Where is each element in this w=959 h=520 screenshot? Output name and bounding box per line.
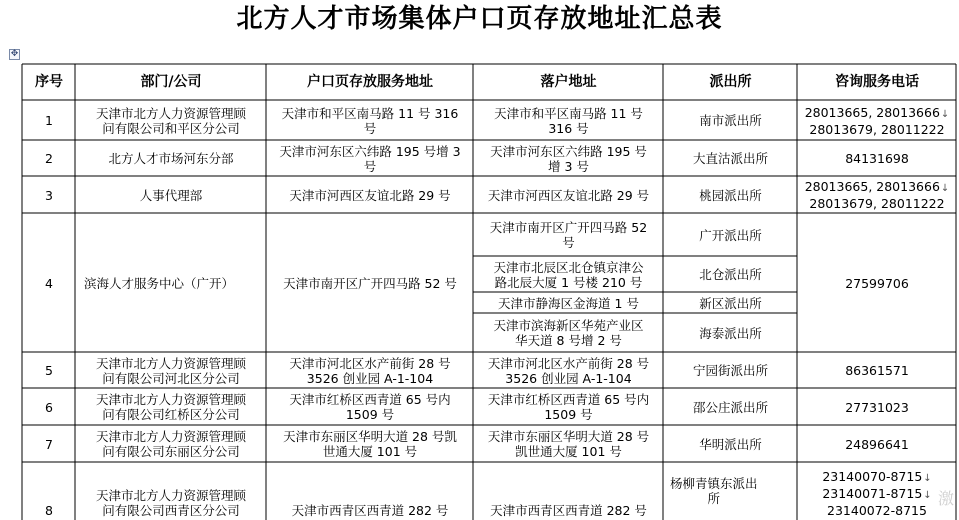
settle-address-cell-line: 天津市河西区友谊北路 29 号 [487, 187, 650, 203]
service-address-cell-line: 1509 号 [345, 407, 395, 422]
phone-cell-line: 28013665, 28013666 [804, 104, 940, 120]
department-cell [76, 101, 266, 140]
row-number-text [45, 437, 53, 452]
row-number-text [45, 188, 53, 203]
service-address-cell-text [283, 429, 457, 459]
department-cell [76, 353, 266, 388]
settle-address-cell [474, 463, 663, 518]
department-cell-line: 天津市北方人力资源管理顾 [95, 429, 246, 444]
police-station-cell [664, 214, 797, 256]
police-station-cell-text [699, 188, 762, 203]
service-address-cell-line: 3526 创业园 A-1-104 [306, 370, 434, 386]
department-cell [76, 141, 266, 176]
department-cell-text [96, 106, 246, 136]
header-cell-text [35, 75, 63, 90]
police-station-cell-text [699, 326, 762, 341]
header-cell-text [835, 75, 919, 90]
header-cell-line: 咨询服务电话 [835, 74, 919, 90]
header-cell [474, 65, 663, 100]
header-cell [664, 65, 797, 100]
service-address-cell-text [289, 188, 450, 203]
service-address-cell-line: 号 [363, 120, 377, 136]
header-cell [23, 65, 75, 100]
phone-cell-line: 23140072-8715 [827, 503, 927, 518]
phone-cell-line: 84131698 [845, 151, 909, 166]
settle-address-cell-line: 天津市静海区金海道 1 号 [498, 295, 639, 311]
header-cell [798, 65, 956, 100]
header-cell-text [710, 75, 752, 90]
row-number [23, 353, 75, 388]
service-address-cell-line: 天津市西青区西青道 282 号 [291, 503, 449, 518]
police-station-cell-text [699, 437, 762, 452]
row-number-line: 5 [45, 363, 53, 378]
row-number-text [45, 113, 53, 128]
service-address-cell-line: 天津市东丽区华明大道 28 号凯 [283, 429, 457, 444]
department-cell-line: 问有限公司河北区分公司 [102, 370, 240, 386]
department-cell-line: 人事代理部 [139, 187, 203, 203]
service-address-cell [267, 141, 473, 176]
department-cell-line: 北方人才市场河东分部 [108, 151, 234, 166]
service-address-cell [267, 177, 473, 213]
phone-cell-line: 23140071-8715 [822, 486, 923, 501]
department-cell-line: 天津市北方人力资源管理顾 [95, 488, 246, 503]
service-address-cell-line: 号 [363, 158, 377, 174]
department-cell [76, 463, 266, 518]
service-address-cell-line: 天津市河东区六纬路 195 号增 3 [279, 143, 461, 159]
department-cell-line: 滨海人才服务中心（广开） [84, 275, 235, 291]
row-number-text [45, 363, 53, 378]
settle-address-cell [474, 257, 663, 292]
department-cell-text [96, 392, 246, 422]
settle-address-cell-text [493, 260, 643, 290]
row-number-line: 7 [45, 436, 53, 452]
phone-cell-text [845, 400, 909, 415]
police-station-cell [664, 177, 797, 213]
department-cell-line: 问有限公司西青区分公司 [102, 503, 240, 518]
department-cell-text [96, 488, 246, 518]
police-station-cell [664, 293, 797, 313]
row-number-text [45, 151, 53, 166]
settle-address-cell-text [488, 429, 649, 459]
settle-address-cell-line: 增 3 号 [548, 158, 589, 174]
settle-address-cell-line: 天津市河东区六纬路 195 号 [490, 143, 647, 159]
department-cell-text [140, 188, 203, 203]
phone-cell-line: 28013679, 28011222 [809, 196, 945, 211]
police-station-cell [664, 141, 797, 176]
settle-address-cell-line: 316 号 [548, 120, 589, 136]
police-station-cell-line: 海泰派出所 [699, 325, 762, 341]
police-station-cell-text [670, 476, 758, 506]
police-station-cell-line: 广开派出所 [699, 227, 762, 243]
row-number-line: 2 [45, 151, 53, 166]
service-address-cell-line: 天津市河北区水产前街 28 号 [289, 355, 451, 371]
phone-cell-line: 23140070-8715 [822, 469, 923, 484]
settle-address-cell-line: 华天道 8 号增 2 号 [515, 333, 622, 348]
settle-address-cell-text [493, 318, 643, 348]
settle-address-cell-text [490, 144, 647, 174]
police-station-cell-text [693, 151, 768, 166]
settle-address-cell [474, 177, 663, 213]
police-station-cell-text [699, 296, 762, 311]
settle-address-cell [474, 314, 663, 352]
service-address-cell-line: 天津市红桥区西青道 65 号内 [289, 392, 451, 407]
police-station-cell-line: 南市派出所 [699, 113, 762, 128]
settle-address-cell-line: 3526 创业园 A-1-104 [505, 370, 632, 386]
service-address-cell-line: 世通大厦 101 号 [322, 444, 418, 459]
department-cell-text [96, 356, 246, 386]
phone-cell-text [845, 363, 909, 378]
settle-address-cell [474, 214, 663, 256]
settle-address-cell-line: 天津市南开区广开四马路 52 [489, 220, 648, 235]
row-number [23, 214, 75, 352]
police-station-cell-line: 大直沽派出所 [692, 151, 768, 166]
phone-cell [798, 353, 956, 388]
phone-cell-line: 27731023 [845, 399, 909, 415]
row-number [23, 389, 75, 425]
settle-address-cell-text [498, 296, 639, 311]
phone-cell-line: 28013665, 28013666 [804, 179, 940, 194]
service-address-cell-text [289, 392, 450, 422]
police-station-cell [664, 353, 797, 388]
police-station-cell-text [699, 113, 762, 128]
police-station-cell-line: 宁园街派出所 [692, 363, 768, 378]
department-cell [76, 214, 266, 352]
header-cell-line: 序号 [35, 74, 63, 90]
police-station-cell-text [693, 363, 768, 378]
service-address-cell-line: 天津市河西区友谊北路 29 号 [289, 187, 451, 203]
phone-cell [798, 141, 956, 176]
row-number-line: 6 [45, 399, 53, 415]
phone-cell [798, 177, 956, 213]
phone-cell-line: 24896641 [845, 436, 909, 452]
settle-address-cell-line: 天津市和平区南马路 11 号 [494, 105, 643, 121]
service-address-cell [267, 463, 473, 518]
police-station-cell [664, 101, 797, 140]
department-cell [76, 426, 266, 462]
row-number-line: 1 [45, 113, 53, 128]
phone-cell [798, 389, 956, 425]
phone-cell-text [845, 151, 909, 166]
service-address-cell [267, 426, 473, 462]
line-break-mark: ↓ [940, 108, 950, 120]
settle-address-cell-text [494, 106, 643, 136]
department-cell [76, 177, 266, 213]
settle-address-cell-text [490, 503, 647, 518]
row-number [23, 463, 75, 518]
service-address-cell-line: 天津市和平区南马路 11 号 316 [281, 105, 459, 121]
settle-address-cell-text [488, 356, 649, 386]
phone-cell-line: 28013679, 28011222 [809, 121, 945, 137]
settle-address-cell-line: 号 [562, 235, 575, 250]
header-cell-line: 部门/公司 [140, 74, 202, 90]
phone-cell-line: 27599706 [845, 275, 909, 291]
phone-cell-text [845, 276, 909, 291]
header-cell-line: 派出所 [709, 74, 752, 90]
settle-address-cell-text [490, 220, 647, 250]
header-cell-text [307, 75, 433, 90]
police-station-cell-line: 邵公庄派出所 [692, 399, 768, 415]
police-station-cell [664, 389, 797, 425]
police-station-cell [664, 314, 797, 352]
settle-address-cell-line: 凯世通大厦 101 号 [515, 444, 622, 459]
settle-address-cell-text [488, 188, 649, 203]
police-station-cell-line: 新区派出所 [699, 295, 762, 311]
service-address-cell [267, 389, 473, 425]
settle-address-cell [474, 141, 663, 176]
settle-address-cell-line: 天津市东丽区华明大道 28 号 [487, 429, 650, 444]
phone-cell-text [845, 437, 909, 452]
row-number-line: 3 [45, 187, 53, 203]
phone-cell [798, 426, 956, 462]
phone-cell [798, 463, 956, 518]
service-address-cell [267, 353, 473, 388]
row-number [23, 177, 75, 213]
settle-address-cell [474, 389, 663, 425]
line-break-mark: ↓ [940, 183, 950, 194]
row-number [23, 141, 75, 176]
settle-address-cell-line: 天津市红桥区西青道 65 号内 [487, 392, 650, 407]
table-move-handle-icon[interactable]: ✥ [10, 49, 19, 59]
police-station-cell-line: 华明派出所 [699, 436, 762, 452]
department-cell-text [96, 429, 246, 459]
police-station-cell-line: 杨柳青镇东派出 [670, 475, 758, 491]
header-cell-line: 户口页存放服务地址 [307, 74, 433, 90]
row-number-line: 8 [45, 503, 53, 518]
phone-cell [798, 101, 956, 140]
settle-address-cell [474, 101, 663, 140]
settle-address-cell [474, 426, 663, 462]
settle-address-cell [474, 293, 663, 313]
row-number-text [45, 400, 53, 415]
police-station-cell [664, 463, 797, 518]
service-address-cell-text [292, 503, 449, 518]
phone-cell-text [805, 179, 950, 211]
police-station-cell [664, 257, 797, 292]
police-station-cell-text [699, 267, 762, 282]
police-station-cell-text [693, 400, 768, 415]
department-cell-line: 问有限公司和平区分公司 [102, 120, 240, 136]
police-station-cell-line: 所 [707, 490, 721, 506]
service-address-cell-text [289, 356, 450, 386]
service-address-cell-text [283, 276, 457, 291]
header-cell-line: 落户地址 [540, 74, 597, 90]
phone-cell-text [822, 469, 931, 518]
settle-address-cell-line: 天津市北辰区北仓镇京津公 [493, 259, 644, 275]
header-cell-text [541, 75, 597, 90]
department-cell-line: 天津市北方人力资源管理顾 [95, 392, 246, 407]
phone-cell-text [805, 105, 950, 137]
department-cell-line: 天津市北方人力资源管理顾 [95, 105, 246, 121]
watermark: 激 [938, 489, 955, 508]
police-station-cell-line: 桃园派出所 [699, 187, 762, 203]
header-cell-text [140, 75, 201, 90]
department-cell-text [84, 276, 234, 291]
phone-cell [798, 214, 956, 352]
line-break-mark: ↓ [923, 473, 932, 484]
settle-address-cell-line: 天津市滨海新区华苑产业区 [493, 318, 644, 333]
police-station-cell [664, 426, 797, 462]
settle-address-cell-line: 天津市河北区水产前街 28 号 [487, 355, 650, 371]
police-station-cell-text [699, 228, 762, 243]
row-number-line: 4 [45, 275, 53, 291]
department-cell [76, 389, 266, 425]
service-address-cell [267, 214, 473, 352]
service-address-cell-line: 天津市南开区广开四马路 52 号 [283, 275, 457, 291]
settle-address-cell-line: 天津市西青区西青道 282 号 [490, 503, 647, 518]
settle-address-cell-line: 路北辰大厦 1 号楼 210 号 [494, 274, 643, 290]
department-cell-text [108, 151, 233, 166]
service-address-cell [267, 101, 473, 140]
settle-address-cell [474, 353, 663, 388]
line-break-mark: ↓ [923, 490, 932, 501]
row-number-text [45, 276, 53, 291]
page-title: 北方人才市场集体户口页存放地址汇总表 [236, 4, 723, 34]
header-cell [76, 65, 266, 100]
phone-cell-line: 86361571 [845, 363, 909, 378]
department-cell-line: 问有限公司红桥区分公司 [102, 407, 240, 422]
row-number-text [45, 503, 53, 518]
header-cell [267, 65, 473, 100]
police-station-cell-line: 北仓派出所 [699, 267, 762, 282]
settle-address-cell-line: 1509 号 [544, 407, 593, 422]
service-address-cell-text [282, 106, 459, 136]
row-number [23, 426, 75, 462]
department-cell-line: 天津市北方人力资源管理顾 [95, 355, 246, 371]
settle-address-cell-text [488, 392, 649, 422]
service-address-cell-text [279, 144, 460, 174]
department-cell-line: 问有限公司东丽区分公司 [102, 444, 240, 459]
row-number [23, 101, 75, 140]
